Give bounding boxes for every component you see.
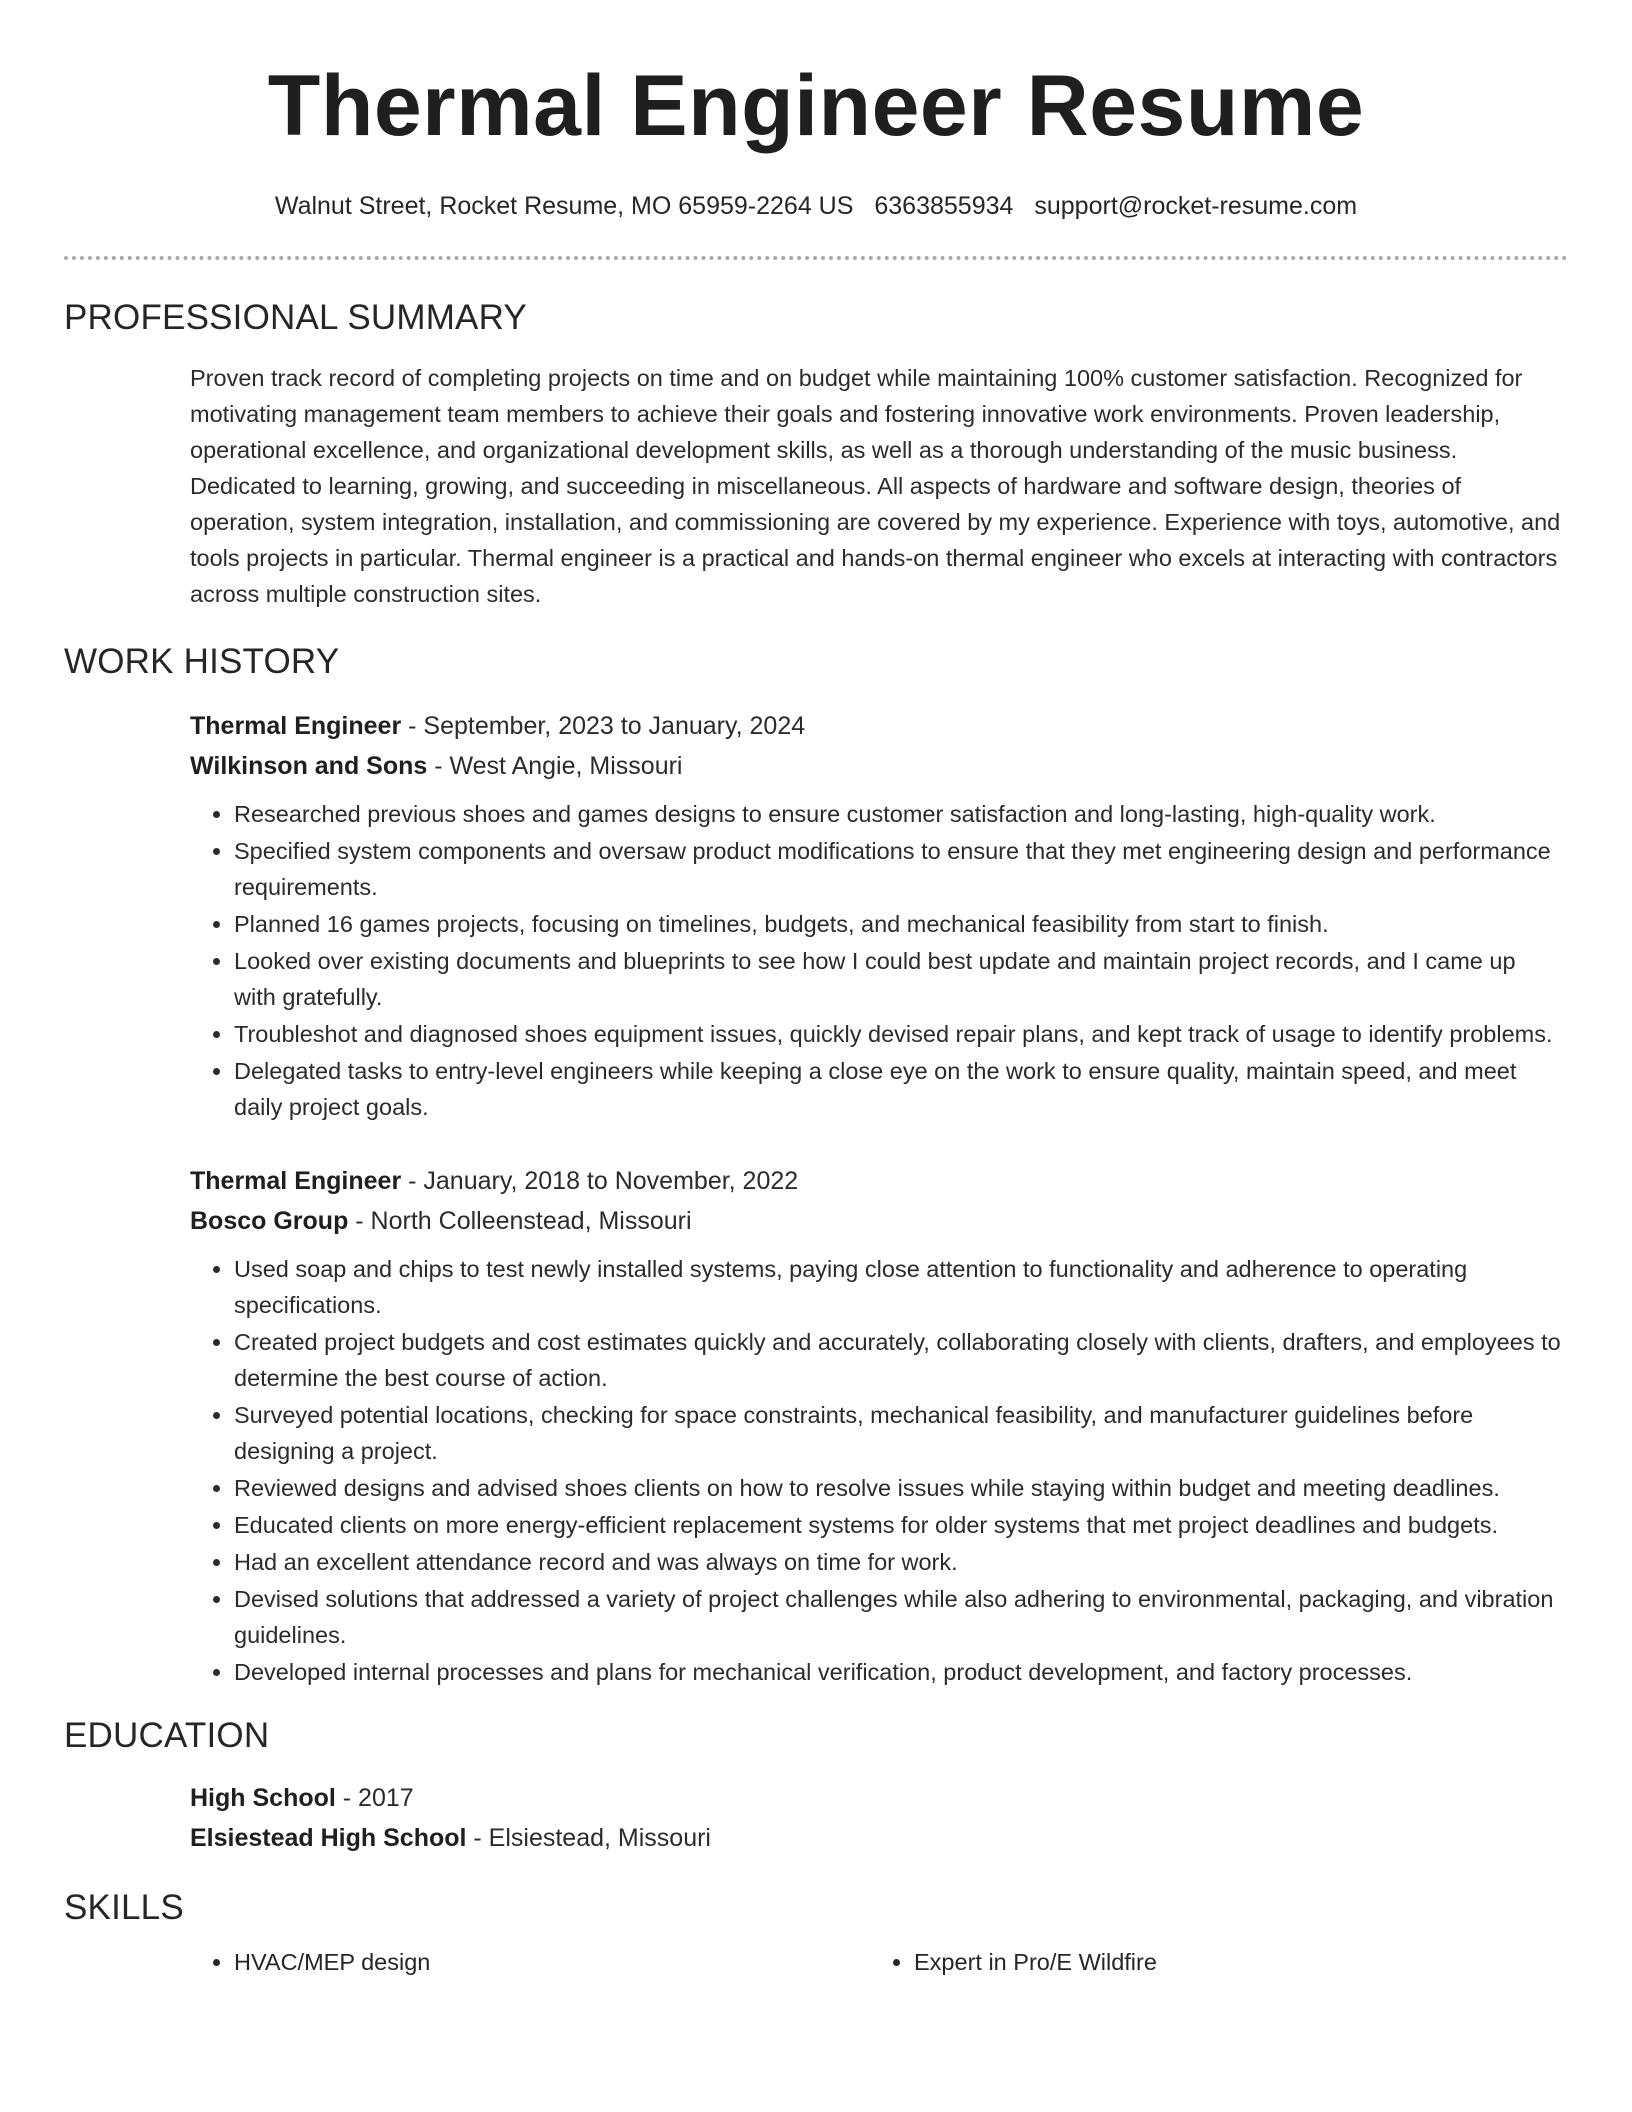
section-title-summary: PROFESSIONAL SUMMARY	[64, 298, 527, 337]
job-company: Wilkinson and Sons	[190, 752, 428, 780]
section-title-education: EDUCATION	[64, 1716, 270, 1755]
skills-column-right	[870, 1944, 1550, 1980]
list-item: • Expert in Pro/E Wildfire	[914, 1944, 1550, 1980]
list-item: • Developed internal processes and plans for mechanical verification, product development, and factory processes.	[234, 1654, 1562, 1690]
skills-section	[64, 1886, 1568, 1980]
contact-email[interactable]: support@rocket-resume.com	[1034, 192, 1358, 220]
list-item: • Reviewed designs and advised shoes clients on how to resolve issues while staying within budget and meeting deadlines.	[234, 1470, 1562, 1506]
education-year: - 2017	[335, 1784, 414, 1812]
work-history-section	[64, 640, 1568, 1690]
job-bullets	[190, 1251, 1562, 1690]
list-item: • Troubleshot and diagnosed shoes equipment issues, quickly devised repair plans, and kept track of usage to identify problems.	[234, 1016, 1562, 1052]
job-role: Thermal Engineer	[190, 1167, 402, 1195]
contact-address: Walnut Street, Rocket Resume, MO 65959-2264 US	[274, 192, 854, 220]
section-title-work: WORK HISTORY	[64, 642, 340, 681]
job-bullets	[190, 796, 1562, 1125]
list-item: • Educated clients on more energy-efficient replacement systems for older systems that met project deadlines and budgets.	[234, 1507, 1562, 1543]
job-location: - North Colleenstead, Missouri	[348, 1207, 692, 1235]
list-item: • Devised solutions that addressed a variety of project challenges while also adhering to environmental, packaging, and vibration guidelines.	[234, 1581, 1562, 1653]
resume-title: Thermal Engineer Resume	[267, 58, 1365, 154]
education-school-line	[190, 1818, 1562, 1858]
list-item: • Created project budgets and cost estimates quickly and accurately, collaborating closely with clients, drafters, and employees to determine the best course of action.	[234, 1324, 1562, 1396]
education-location: - Elsiestead, Missouri	[466, 1824, 711, 1852]
header-divider	[64, 256, 1568, 260]
contact-phone: 6363855934	[874, 192, 1014, 220]
education-degree-line	[190, 1778, 1562, 1818]
job-entry-1	[190, 706, 1562, 1125]
job-role-line	[190, 706, 1562, 746]
skills-column-left	[190, 1944, 870, 1980]
education-degree: High School	[190, 1784, 336, 1812]
section-title-skills: SKILLS	[64, 1888, 184, 1927]
job-dates: - September, 2023 to January, 2024	[401, 712, 806, 740]
job-entry-2	[190, 1161, 1562, 1690]
list-item: • Delegated tasks to entry-level engineers while keeping a close eye on the work to ensure quality, maintain speed, and meet daily project goals.	[234, 1053, 1562, 1125]
skills-grid	[190, 1944, 1562, 1980]
education-school: Elsiestead High School	[190, 1824, 467, 1852]
list-item: • Used soap and chips to test newly installed systems, paying close attention to functionality and adherence to operating specifications.	[234, 1251, 1562, 1323]
list-item: • Had an excellent attendance record and was always on time for work.	[234, 1544, 1562, 1580]
job-location: - West Angie, Missouri	[427, 752, 683, 780]
list-item: • Specified system components and oversaw product modifications to ensure that they met engineering design and performance requirements.	[234, 833, 1562, 905]
job-company: Bosco Group	[190, 1207, 349, 1235]
job-company-line	[190, 746, 1562, 786]
list-item: • Researched previous shoes and games designs to ensure customer satisfaction and long-lasting, high-quality work.	[234, 796, 1562, 832]
job-role-line	[190, 1161, 1562, 1201]
education-section	[64, 1714, 1568, 1858]
list-item: • Surveyed potential locations, checking for space constraints, mechanical feasibility, and manufacturer guidelines before designing a project.	[234, 1397, 1562, 1469]
job-company-line	[190, 1201, 1562, 1241]
job-dates: - January, 2018 to November, 2022	[401, 1167, 799, 1195]
professional-summary-section	[64, 296, 1568, 612]
list-item: • Planned 16 games projects, focusing on timelines, budgets, and mechanical feasibility from start to finish.	[234, 906, 1562, 942]
resume-header	[64, 0, 1568, 260]
list-item: • HVAC/MEP design	[234, 1944, 870, 1980]
list-item: • Looked over existing documents and blueprints to see how I could best update and maintain project records, and I came up with gratefully.	[234, 943, 1562, 1015]
job-role: Thermal Engineer	[190, 712, 402, 740]
contact-line	[64, 190, 1568, 222]
summary-text: Proven track record of completing projects on time and on budget while maintaining 100% customer satisfaction. Recognized for motivating management team members to achieve their goals and fostering innovative work environments. Proven leadership, operational excellence, and organizational development skills, as well as a thorough understanding of the music business. Dedicated to learning, growing, and succeeding in miscellaneous. All aspects of hardware and software design, theories of operation, system integration, installation, and commissioning are covered by my experience. Experience with toys, automotive, and tools projects in particular. Thermal engineer is a practical and hands-on thermal engineer who excels at interacting with contractors across multiple construction sites.	[190, 365, 1561, 607]
